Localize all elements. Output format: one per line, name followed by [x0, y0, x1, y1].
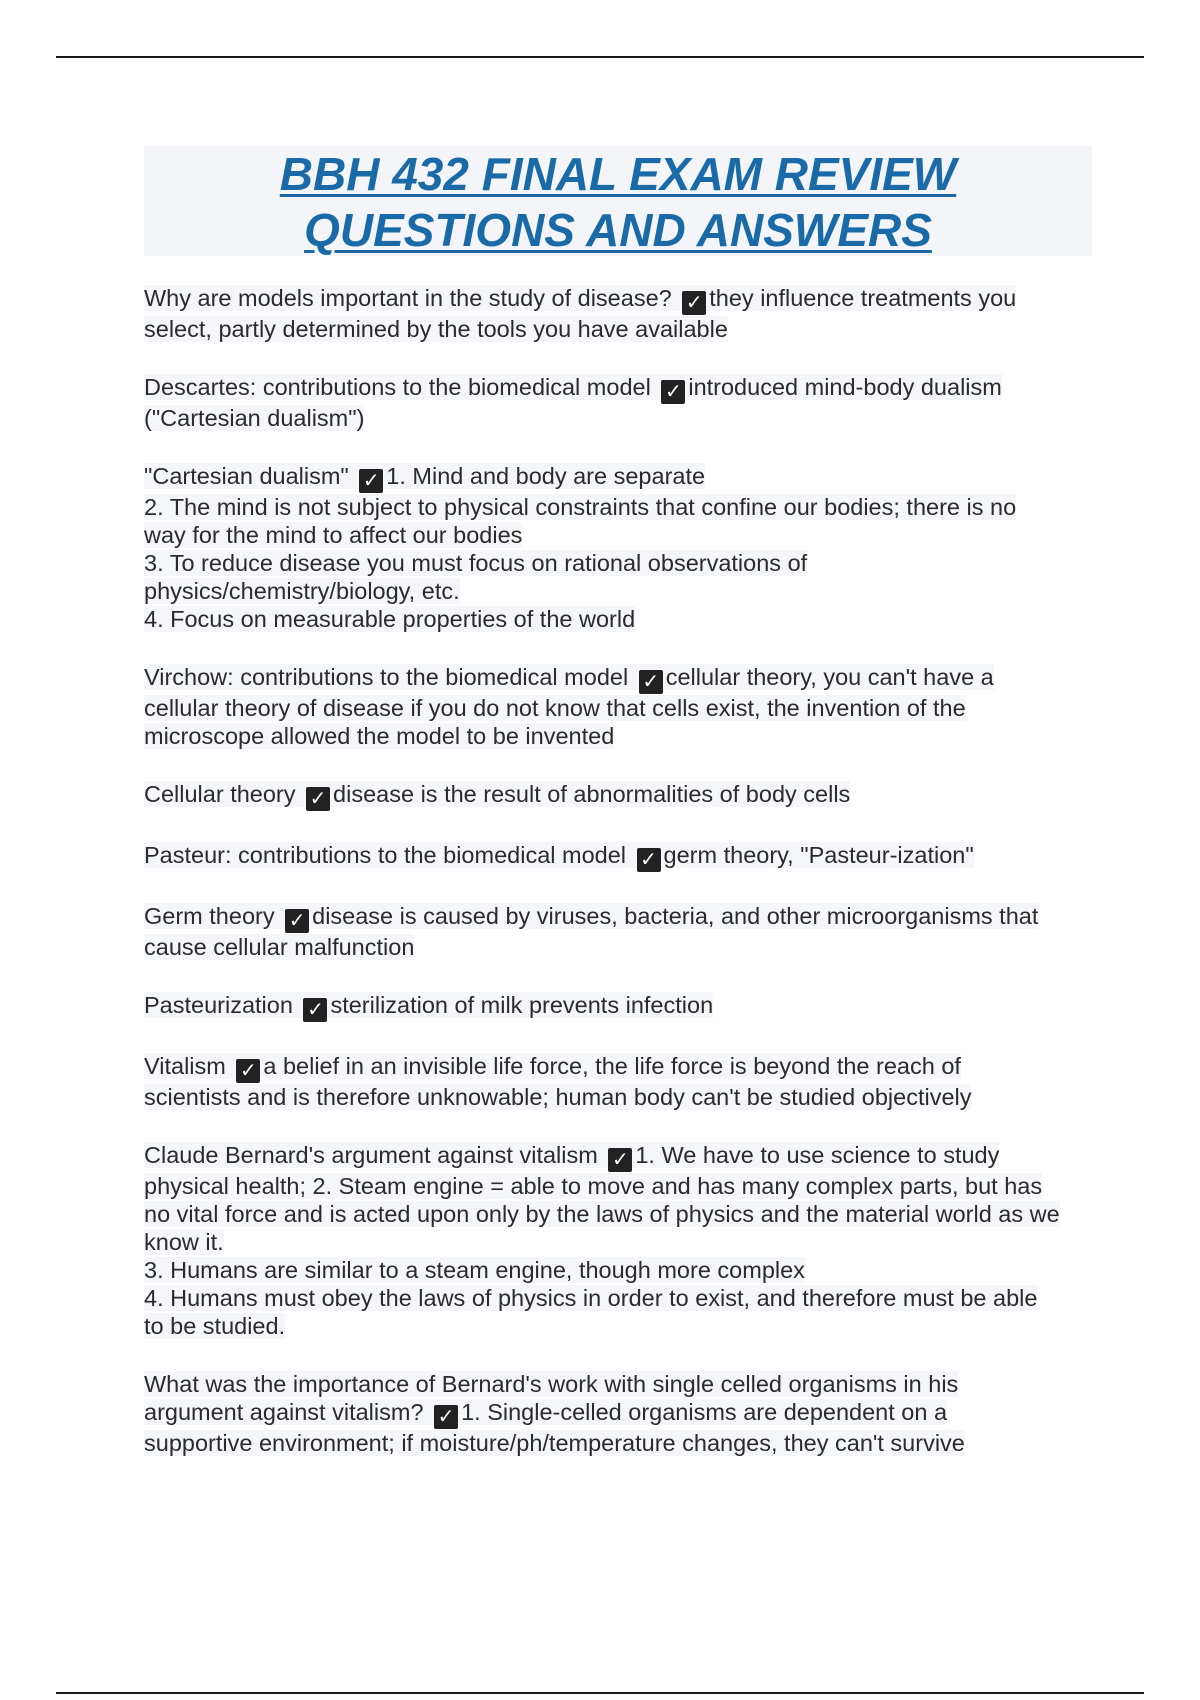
question: Descartes: contributions to the biomedical model — [144, 374, 651, 400]
check-icon: ✓ — [682, 291, 706, 315]
qa-item — [144, 373, 1094, 432]
question: Germ theory — [144, 903, 275, 929]
question-line: argument against vitalism? — [144, 1399, 424, 1425]
answer-line: scientists and is therefore unknowable; human body can't be studied objectively — [144, 1084, 972, 1110]
title-line-2: QUESTIONS AND ANSWERS — [304, 204, 932, 256]
answer-line: cellular theory of disease if you do not know that cells exist, the invention of the — [144, 695, 966, 721]
answer-line: select, partly determined by the tools you have available — [144, 316, 728, 342]
top-rule — [56, 56, 1144, 58]
qa-list — [144, 284, 1094, 1487]
qa-item — [144, 1141, 1094, 1340]
answer-line: 4. Focus on measurable properties of the world — [144, 606, 636, 632]
qa-item — [144, 841, 1094, 872]
question: Claude Bernard's argument against vitalism — [144, 1142, 598, 1168]
question: Vitalism — [144, 1053, 226, 1079]
check-icon: ✓ — [434, 1405, 458, 1429]
qa-item — [144, 780, 1094, 811]
qa-item — [144, 1052, 1094, 1111]
answer-line: physical health; 2. Steam engine = able to move and has many complex parts, but has — [144, 1173, 1043, 1199]
answer-line: 1. Single-celled organisms are dependent on a — [461, 1399, 948, 1425]
answer-line: disease is the result of abnormalities of body cells — [333, 781, 851, 807]
qa-item — [144, 902, 1094, 961]
answer-line: ("Cartesian dualism") — [144, 405, 365, 431]
answer-line: a belief in an invisible life force, the life force is beyond the reach of — [263, 1053, 961, 1079]
answer-line: 1. Mind and body are separate — [386, 463, 706, 489]
check-icon: ✓ — [236, 1059, 260, 1083]
question: Virchow: contributions to the biomedical model — [144, 664, 629, 690]
answer-line: 4. Humans must obey the laws of physics in order to exist, and therefore must be able — [144, 1285, 1038, 1311]
check-icon: ✓ — [639, 670, 663, 694]
answer-line: microscope allowed the model to be invented — [144, 723, 615, 749]
check-icon: ✓ — [359, 469, 383, 493]
question-line: What was the importance of Bernard's work with single celled organisms in his — [144, 1371, 959, 1397]
answer-line: disease is caused by viruses, bacteria, and other microorganisms that — [312, 903, 1039, 929]
check-icon: ✓ — [637, 848, 661, 872]
answer-line: 1. We have to use science to study — [635, 1142, 1000, 1168]
qa-item — [144, 462, 1094, 633]
answer-line: 3. To reduce disease you must focus on rational observations of — [144, 550, 808, 576]
answer-line: 2. The mind is not subject to physical constraints that confine our bodies; there is no — [144, 494, 1017, 520]
answer-line: know it. — [144, 1229, 224, 1255]
answer-line: way for the mind to affect our bodies — [144, 522, 523, 548]
check-icon: ✓ — [661, 380, 685, 404]
question: Why are models important in the study of disease? — [144, 285, 672, 311]
answer-line: they influence treatments you — [709, 285, 1017, 311]
answer-line: supportive environment; if moisture/ph/temperature changes, they can't survive — [144, 1430, 965, 1456]
answer-line: to be studied. — [144, 1313, 286, 1339]
check-icon: ✓ — [303, 998, 327, 1022]
answer-line: cause cellular malfunction — [144, 934, 415, 960]
qa-item — [144, 991, 1094, 1022]
check-icon: ✓ — [306, 787, 330, 811]
answer-line: sterilization of milk prevents infection — [330, 992, 714, 1018]
question: Pasteur: contributions to the biomedical model — [144, 842, 627, 868]
answer-line: introduced mind-body dualism — [688, 374, 1002, 400]
qa-item — [144, 1370, 1094, 1457]
bottom-rule — [56, 1692, 1144, 1694]
answer-line: physics/chemistry/biology, etc. — [144, 578, 460, 604]
document-title — [144, 146, 1092, 256]
qa-item — [144, 284, 1094, 343]
answer-line: no vital force and is acted upon only by the laws of physics and the material world as we — [144, 1201, 1060, 1227]
check-icon: ✓ — [608, 1148, 632, 1172]
question: Cellular theory — [144, 781, 296, 807]
question: "Cartesian dualism" — [144, 463, 349, 489]
answer-line: cellular theory, you can't have a — [665, 664, 994, 690]
question: Pasteurization — [144, 992, 293, 1018]
qa-item — [144, 663, 1094, 750]
answer-line: germ theory, "Pasteur-ization" — [663, 842, 974, 868]
title-line-1: BBH 432 FINAL EXAM REVIEW — [279, 148, 957, 200]
answer-line: 3. Humans are similar to a steam engine, though more complex — [144, 1257, 805, 1283]
check-icon: ✓ — [285, 909, 309, 933]
